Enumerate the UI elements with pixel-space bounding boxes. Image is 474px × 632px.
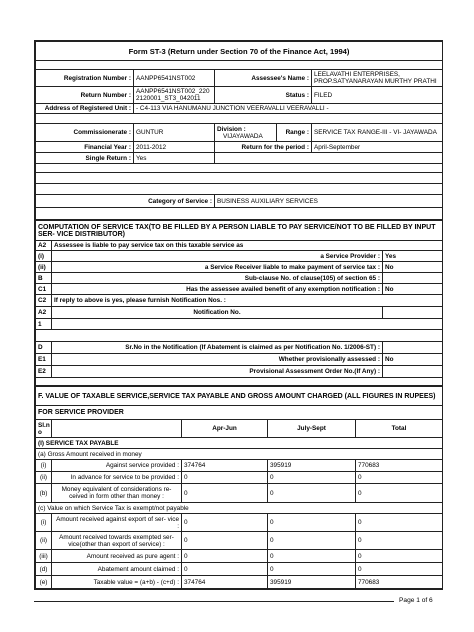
col-jul-sep: July-Sept <box>268 420 356 438</box>
st3-form <box>34 40 443 590</box>
row-label: a Service Receiver liable to make payment of service tax : <box>52 262 383 273</box>
return-period-value: April-September <box>312 142 443 153</box>
row-value: No <box>383 262 443 273</box>
jul-sep-value: 0 <box>268 563 356 576</box>
spacer <box>36 61 443 70</box>
division-label-text: Division : <box>217 125 246 133</box>
division-value: VIJAYAWADA <box>223 132 263 140</box>
row-label: In advance for service to be provided : <box>52 472 182 484</box>
section-f-table <box>35 386 443 589</box>
return-period-label: Return for the period : <box>215 142 312 153</box>
exempt-value-heading: (c) Value on which Service Tax is exempt/not payable <box>36 503 443 514</box>
row-no: C2 <box>36 295 52 307</box>
jul-sep-value: 395919 <box>268 460 356 472</box>
jul-sep-value: 0 <box>268 514 356 532</box>
spacer <box>36 164 443 173</box>
computation-table <box>35 220 443 386</box>
category-value: BUSINESS AUXILIARY SERVICES <box>215 195 443 208</box>
apr-jun-value: 0 <box>182 550 268 563</box>
row-no: E2 <box>36 366 52 378</box>
row-label: Taxable value = (a+b) - (c+d) : <box>52 576 182 589</box>
row-label: Amount received as pure agent : <box>52 550 182 563</box>
row-no: (e) <box>36 576 52 589</box>
row-label: Provisional Assessment Order No.(If Any) : <box>52 366 383 378</box>
col-apr-jun: Apr-Jun <box>182 420 268 438</box>
apr-jun-value: 0 <box>182 563 268 576</box>
apr-jun-value: 0 <box>182 532 268 550</box>
jul-sep-value: 395919 <box>268 576 356 589</box>
financial-year-label: Financial Year : <box>36 142 134 153</box>
total-value: 0 <box>356 563 443 576</box>
apr-jun-value: 0 <box>182 472 268 484</box>
row-value <box>383 342 443 354</box>
footer-divider <box>34 601 394 602</box>
row-no: C1 <box>36 284 52 295</box>
section-f-heading: F. VALUE OF TAXABLE SERVICE,SERVICE TAX PAYABLE AND GROSS AMOUNT CHARGED (ALL FIGURES IN RUPEES) <box>36 387 443 406</box>
registration-number-label: Registration Number : <box>36 70 134 87</box>
spacer <box>36 184 443 195</box>
row-value <box>383 273 443 284</box>
apr-jun-value: 0 <box>182 484 268 503</box>
service-provider-heading: FOR SERVICE PROVIDER <box>36 406 443 420</box>
col-total: Total <box>356 420 443 438</box>
col-blank <box>52 420 182 438</box>
row-no: E1 <box>36 354 52 366</box>
row-no: (i) <box>36 460 52 472</box>
jul-sep-value: 0 <box>268 550 356 563</box>
row-value: No <box>383 284 443 295</box>
return-number-value: AANPP6541NST002_220 2120001_ST3_042011 <box>134 87 215 104</box>
page-number: Page 1 of 6 <box>399 597 433 604</box>
total-value: 0 <box>356 472 443 484</box>
row-no: (i) <box>36 251 52 262</box>
single-return-label: Single Return : <box>36 153 134 164</box>
row-label: Money equivalent of considerations re- ceived in form other than money : <box>52 484 182 503</box>
row-no: (ii) <box>36 532 52 550</box>
row-value: Yes <box>383 251 443 262</box>
total-value: 0 <box>356 484 443 503</box>
row-label <box>52 319 443 330</box>
row-label: a Service Provider : <box>52 251 383 262</box>
status-label: Status : <box>215 87 312 104</box>
row-no: (ii) <box>36 472 52 484</box>
row-label: Whether provisionally assessed : <box>52 354 383 366</box>
row-no: A2 <box>36 307 52 319</box>
total-value: 0 <box>356 550 443 563</box>
address-value: - C4-113 VIA HANUMANU JUNCTION VEERAVALLI VEERAVALLI - <box>134 104 443 114</box>
row-label: If reply to above is yes, please furnish Notification Nos. : <box>52 295 443 307</box>
row-no: B <box>36 273 52 284</box>
spacer <box>36 378 443 386</box>
range-value: SERVICE TAX RANGE-III - VI- JAYAWADA <box>312 124 443 142</box>
row-label: Notification No. <box>52 307 383 319</box>
form-title: Form ST-3 (Return under Section 70 of the Finance Act, 1994) <box>36 42 443 61</box>
assessee-name-value: LEELAVATHI ENTERPRISES, PROP.SATYANARAYAN MURTHY PRATHI <box>312 70 443 87</box>
computation-heading: COMPUTATION OF SERVICE TAX(TO BE FILLED BY A PERSON LIABLE TO PAY SERVICE/NOT TO BE FILLED BY INPUT SER- VICE DISTRIBUTOR) <box>36 221 443 241</box>
single-return-value: Yes <box>134 153 215 164</box>
spacer <box>36 173 443 184</box>
jul-sep-value: 0 <box>268 472 356 484</box>
financial-year-value: 2011-2012 <box>134 142 215 153</box>
row-no: A2 <box>36 241 52 251</box>
total-value: 770683 <box>356 460 443 472</box>
row-label: Abatement amount claimed : <box>52 563 182 576</box>
row-no: (ii) <box>36 262 52 273</box>
row-label: Assessee is liable to pay service tax on this taxable service as <box>52 241 443 251</box>
apr-jun-value: 374764 <box>182 460 268 472</box>
blank-cell <box>215 153 443 164</box>
division-label <box>215 124 277 142</box>
row-no: (i) <box>36 514 52 532</box>
row-no: (b) <box>36 484 52 503</box>
row-no: (iii) <box>36 550 52 563</box>
service-tax-payable-heading: (I) SERVICE TAX PAYABLE <box>36 438 443 449</box>
gross-amount-heading: (a) Gross Amount received in money <box>36 449 443 460</box>
status-value: FILED <box>312 87 443 104</box>
total-value: 770683 <box>356 576 443 589</box>
row-label: Against service provided : <box>52 460 182 472</box>
row-value <box>383 307 443 319</box>
total-value: 0 <box>356 514 443 532</box>
jul-sep-value: 0 <box>268 484 356 503</box>
apr-jun-value: 374764 <box>182 576 268 589</box>
apr-jun-value: 0 <box>182 514 268 532</box>
spacer <box>36 114 443 124</box>
row-no: 1 <box>36 319 52 330</box>
row-label: Amount received against export of ser- vice : <box>52 514 182 532</box>
row-label: Sub-clause No. of clause(105) of section 65 : <box>52 273 383 284</box>
spacer <box>36 208 443 220</box>
spacer <box>36 330 443 342</box>
assessee-name-label: Assessee's Name : <box>215 70 312 87</box>
row-value <box>383 366 443 378</box>
range-label: Range : <box>277 124 312 142</box>
commissionerate-value: GUNTUR <box>134 124 215 142</box>
commissionerate-label: Commissionerate : <box>36 124 134 142</box>
return-number-label: Return Number : <box>36 87 134 104</box>
category-label: Category of Service : <box>36 195 215 208</box>
row-no: (d) <box>36 563 52 576</box>
address-label: Address of Registered Unit : <box>36 104 134 114</box>
registration-number-value: AANPP6541NST002 <box>134 70 215 87</box>
col-slno: Sl.n o <box>36 420 52 438</box>
row-value: No <box>383 354 443 366</box>
total-value: 0 <box>356 532 443 550</box>
row-no: D <box>36 342 52 354</box>
jul-sep-value: 0 <box>268 532 356 550</box>
row-label: Has the assessee availed benefit of any exemption notification : <box>52 284 383 295</box>
row-label: Sr.No in the Notification (If Abatement is claimed as per Notification No. 1/2006-ST) : <box>52 342 383 354</box>
row-label: Amount received towards exempted ser- vice(other than export of service) : <box>52 532 182 550</box>
header-table <box>35 41 443 220</box>
